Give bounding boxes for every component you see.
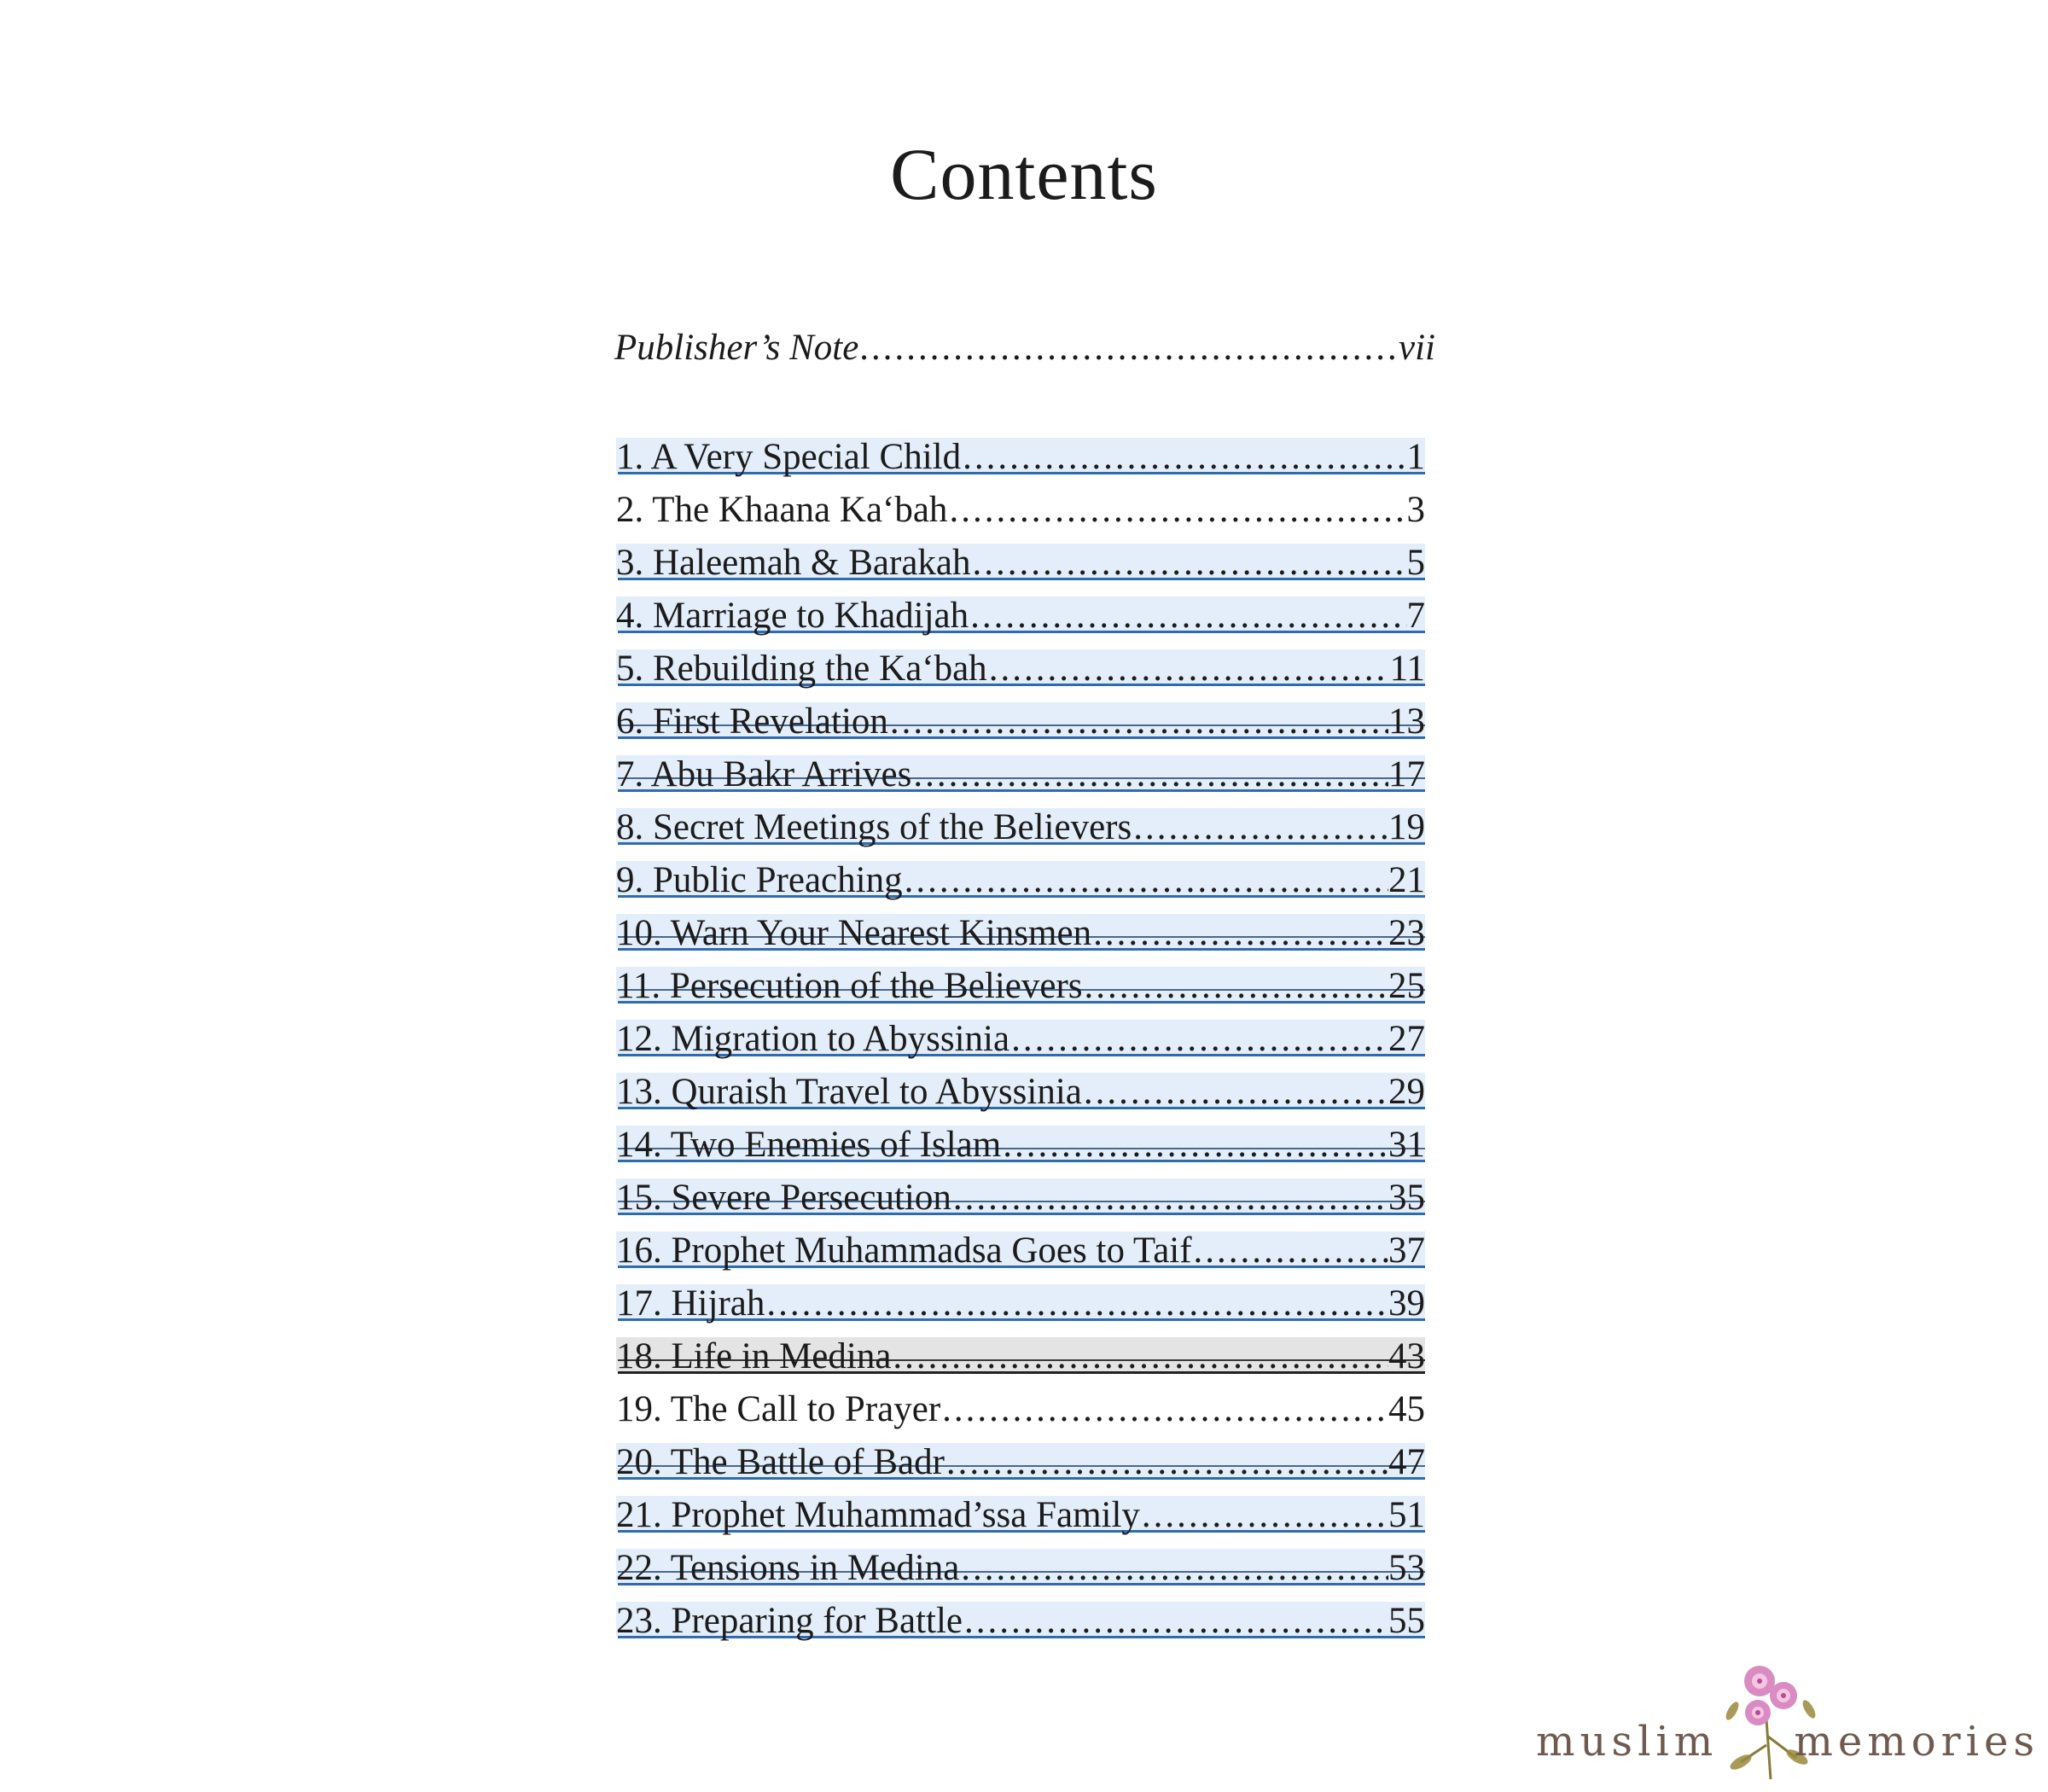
toc-entry[interactable] [616, 1225, 1425, 1277]
dot-leader [858, 327, 1399, 369]
toc-entry-title: 23. Preparing for Battle [616, 1601, 963, 1641]
toc-entry-page: 13 [1388, 701, 1425, 742]
dot-leader [961, 431, 1406, 484]
logo-word-right: memories [1794, 1718, 2039, 1766]
toc-entry-title: 21. Prophet Muhammad’ssa Family [616, 1495, 1140, 1535]
toc-entry-page: 45 [1388, 1389, 1425, 1429]
toc-entry-page: 55 [1388, 1601, 1425, 1641]
toc-entry-title: 9. Public Preaching [616, 860, 903, 900]
toc-entry-page: 11 [1389, 649, 1425, 689]
dot-leader [959, 1542, 1388, 1595]
toc-entry-title: 1. A Very Special Child [616, 437, 962, 477]
toc-entry-title: 17. Hijrah [616, 1283, 765, 1324]
dot-leader [903, 854, 1388, 907]
toc-entry-page: 29 [1388, 1072, 1425, 1112]
toc-entry-title: 16. Prophet Muhammadsa Goes to Taif [616, 1231, 1192, 1271]
toc-entry-page: 27 [1388, 1019, 1425, 1059]
muslim-memories-logo [1536, 1643, 2039, 1788]
toc-entry-title: 12. Migration to Abyssinia [616, 1019, 1010, 1059]
toc-entry-title: 5. Rebuilding the Ka‘bah [616, 649, 987, 689]
toc-entry[interactable] [616, 960, 1425, 1013]
toc-entry-page: 25 [1388, 966, 1425, 1006]
toc-entry-page: 31 [1388, 1125, 1425, 1165]
toc-entry-page: 39 [1388, 1283, 1425, 1324]
toc-entry[interactable] [616, 1383, 1425, 1436]
toc-entry-title: 20. The Battle of Badr [616, 1442, 945, 1482]
dot-leader [969, 590, 1406, 643]
chapter-list [616, 431, 1425, 1648]
dot-leader [1132, 801, 1388, 854]
toc-entry-page: 37 [1388, 1231, 1425, 1271]
toc-entry[interactable] [616, 537, 1425, 590]
toc-entry[interactable] [616, 748, 1425, 801]
toc-entry-page: 51 [1388, 1495, 1425, 1535]
toc-entry-title: 3. Haleemah & Barakah [616, 543, 971, 583]
toc-entry-title: 7. Abu Bakr Arrives [616, 754, 912, 794]
toc-entry-title: 14. Two Enemies of Islam [616, 1125, 1002, 1165]
toc-entry[interactable] [616, 643, 1425, 695]
toc-entry[interactable] [616, 590, 1425, 643]
toc-entry[interactable] [616, 1489, 1425, 1542]
toc-entry-page: 53 [1388, 1548, 1425, 1588]
toc-entry-page: 3 [1406, 490, 1425, 530]
toc-entry-title: 15. Severe Persecution [616, 1178, 951, 1218]
dot-leader [963, 1595, 1388, 1648]
dot-leader [945, 1436, 1388, 1489]
toc-entry[interactable] [616, 1172, 1425, 1225]
toc-entry[interactable] [616, 1119, 1425, 1172]
toc-entry-page: 7 [1406, 596, 1425, 636]
toc-entry-title: 10. Warn Your Nearest Kinsmen [616, 913, 1092, 953]
toc-entry[interactable] [616, 1066, 1425, 1119]
dot-leader [1083, 960, 1388, 1013]
toc-entry[interactable] [616, 801, 1425, 854]
dot-leader [1091, 907, 1388, 960]
toc-entry-title: 19. The Call to Prayer [616, 1389, 941, 1429]
toc-entry-page: 47 [1388, 1442, 1425, 1482]
toc-entry-page: 23 [1388, 913, 1425, 953]
table-of-contents [616, 327, 1437, 1648]
dot-leader [1009, 1013, 1388, 1066]
toc-entry-title: 13. Quraish Travel to Abyssinia [616, 1072, 1082, 1112]
toc-entry[interactable] [616, 1436, 1425, 1489]
toc-entry[interactable] [616, 1013, 1425, 1066]
toc-entry-page: 1 [1406, 437, 1425, 477]
dot-leader [947, 484, 1406, 537]
toc-entry[interactable] [616, 907, 1425, 960]
toc-entry-page: 17 [1388, 754, 1425, 794]
page-title: Contents [890, 132, 1158, 215]
toc-entry-page: 21 [1388, 860, 1425, 900]
toc-entry-title: 2. The Khaana Ka‘bah [616, 490, 948, 530]
flower-icon [1707, 1643, 1835, 1788]
toc-entry[interactable] [616, 1542, 1425, 1595]
dot-leader [940, 1383, 1388, 1436]
dot-leader [1140, 1489, 1388, 1542]
publisher-note-entry[interactable] [614, 327, 1435, 380]
dot-leader [971, 537, 1407, 590]
logo-word-left: muslim [1536, 1718, 1719, 1766]
toc-entry-title: 4. Marriage to Khadijah [616, 596, 969, 636]
toc-entry-title: 22. Tensions in Medina [616, 1548, 960, 1588]
dot-leader [891, 1330, 1388, 1383]
toc-entry-title: 18. Life in Medina [616, 1336, 892, 1376]
toc-entry[interactable] [616, 484, 1425, 537]
toc-entry[interactable] [616, 695, 1425, 748]
toc-entry[interactable] [616, 854, 1425, 907]
toc-entry[interactable] [616, 1330, 1425, 1383]
toc-entry-title: 6. First Revelation [616, 701, 888, 742]
toc-entry[interactable] [616, 1595, 1425, 1648]
toc-entry-page: 5 [1406, 543, 1425, 583]
dot-leader [1082, 1066, 1388, 1119]
dot-leader [911, 748, 1388, 801]
dot-leader [1001, 1119, 1388, 1172]
dot-leader [1192, 1225, 1388, 1277]
toc-entry-title: 11. Persecution of the Believers [616, 966, 1083, 1006]
dot-leader [765, 1277, 1388, 1330]
toc-entry-title: 8. Secret Meetings of the Believers [616, 807, 1132, 847]
publisher-note-page: vii [1399, 328, 1435, 368]
toc-entry-page: 35 [1388, 1178, 1425, 1218]
dot-leader [987, 643, 1390, 695]
toc-entry[interactable] [616, 431, 1425, 484]
publisher-note-label: Publisher’s Note [614, 328, 859, 368]
dot-leader [951, 1172, 1388, 1225]
toc-entry[interactable] [616, 1277, 1425, 1330]
toc-entry-page: 19 [1388, 807, 1425, 847]
dot-leader [888, 695, 1388, 748]
toc-entry-page: 43 [1388, 1336, 1425, 1376]
